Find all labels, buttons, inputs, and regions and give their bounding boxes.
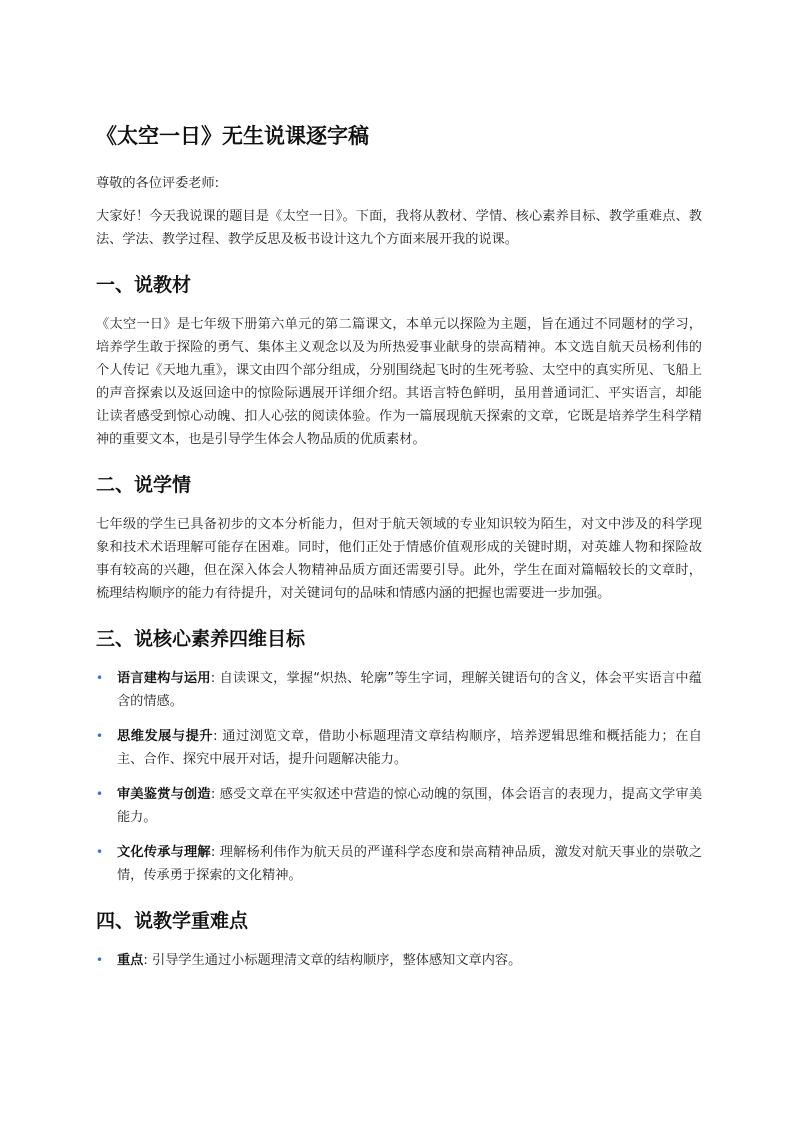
- bullet-icon: •: [96, 787, 104, 801]
- section-heading-textbook: 一、说教材: [96, 274, 192, 296]
- intro-paragraph: 大家好！今天我说课的题目是《太空一日》。下面，我将从教材、学情、核心素养目标、教学重难点、教法、学法、教学过程、教学反思及板书设计这九个方面来展开我的说课。: [96, 209, 702, 247]
- goal-separator: :: [210, 845, 216, 860]
- goal-text: 感受文章在平实叙述中营造的惊心动魄的氛围，体会语言的表现力，提高文学审美能力。: [117, 787, 703, 825]
- keypoints-list: [96, 949, 702, 972]
- bullet-icon: •: [96, 671, 104, 685]
- goal-term: 审美鉴赏与创造: [117, 787, 211, 802]
- keypoint-term: 重点: [117, 953, 144, 968]
- goal-text: 自读课文，掌握“炽热、轮廓”等生字词，理解关键语句的含义，体会平实语言中蕴含的情感。: [117, 671, 702, 709]
- keypoint-item-focus: [96, 949, 702, 972]
- bullet-icon: •: [96, 729, 104, 743]
- bullet-icon: •: [96, 953, 104, 967]
- goal-term: 思维发展与提升: [117, 729, 214, 744]
- goal-text: 理解杨利伟作为航天员的严谨科学态度和崇高精神品质，激发对航天事业的崇敬之情，传承勇于探索的文化精神。: [117, 845, 703, 883]
- goal-item-culture: [96, 841, 702, 887]
- goal-separator: :: [210, 671, 216, 686]
- document-title: 《太空一日》无生说课逐字稿: [96, 124, 369, 148]
- goals-list: [96, 667, 702, 887]
- goal-separator: :: [210, 787, 216, 802]
- document-page: [96, 118, 702, 984]
- goal-text: 通过浏览文章，借助小标题理清文章结构顺序，培养逻辑思维和概括能力；在自主、合作、探究中展开对话，提升问题解决能力。: [117, 729, 702, 767]
- bullet-icon: •: [96, 845, 104, 859]
- section-heading-goals: 三、说核心素养四维目标: [96, 628, 306, 650]
- greeting-line: 尊敬的各位评委老师:: [96, 176, 220, 191]
- section-body-textbook: 《太空一日》是七年级下册第六单元的第二篇课文，本单元以探险为主题，旨在通过不同题材的学习，培养学生敢于探险的勇气、集体主义观念以及为所热爱事业献身的崇高精神。本文选自航天员杨利伟的个人传记《天地九重》，课文由四个部分组成，分别围绕起飞时的生死考验、太空中的真实所见、飞船上的声音探索以及返回途中的惊险际遇展开详细介绍。其语言特色鲜明，虽用普通词汇、平实语言，却能让读者感受到惊心动魄、扣人心弦的阅读体验。作为一篇展现航天探索的文章，它既是培养学生科学精神的重要文本，也是引导学生体会人物品质的优质素材。: [96, 317, 702, 447]
- section-heading-students: 二、说学情: [96, 474, 192, 496]
- goal-term: 语言建构与运用: [117, 671, 211, 686]
- keypoint-separator: :: [143, 953, 148, 968]
- goal-separator: :: [213, 729, 218, 744]
- goal-item-aesthetic: [96, 783, 702, 829]
- goal-item-thinking: [96, 725, 702, 771]
- section-heading-keypoints: 四、说教学重难点: [96, 910, 249, 932]
- keypoint-text: 引导学生通过小标题理清文章的结构顺序，整体感知文章内容。: [152, 953, 522, 968]
- goal-item-language: [96, 667, 702, 713]
- goal-term: 文化传承与理解: [117, 845, 211, 860]
- section-body-students: 七年级的学生已具备初步的文本分析能力，但对于航天领域的专业知识较为陌生，对文中涉及的科学现象和技术术语理解可能存在困难。同时，他们正处于情感价值观形成的关键时期，对英雄人物和探险故事有较高的兴趣，但在深入体会人物精神品质方面还需要引导。此外，学生在面对篇幅较长的文章时，梳理结构顺序的能力有待提升，对关键词句的品味和情感内涵的把握也需要进一步加强。: [96, 517, 702, 601]
